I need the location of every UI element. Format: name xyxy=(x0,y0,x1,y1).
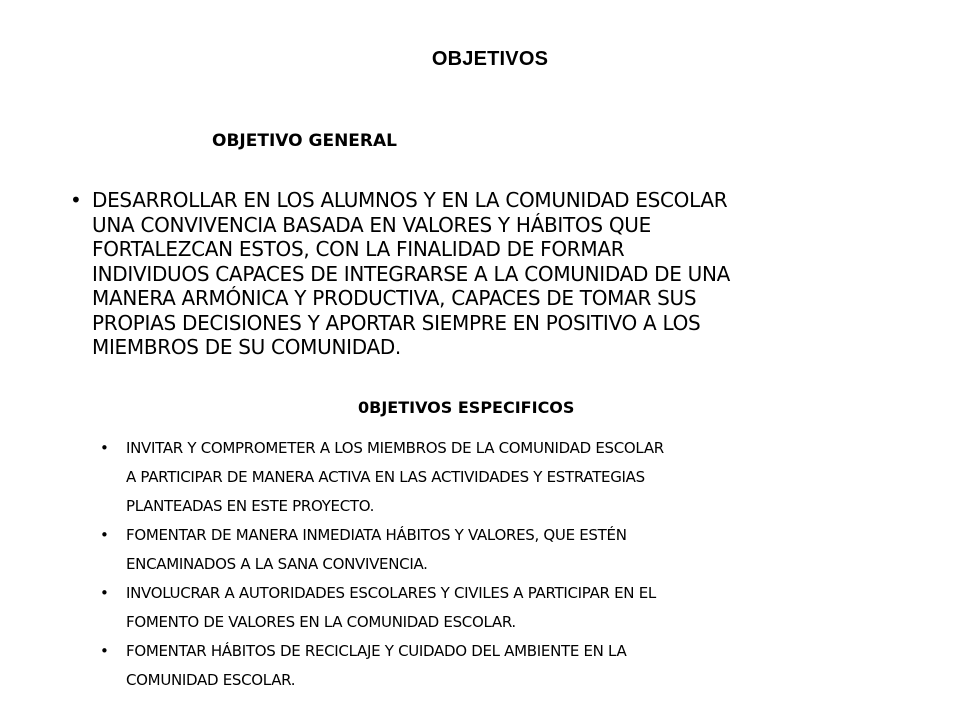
specific-line: FOMENTAR HÁBITOS DE RECICLAJE Y CUIDADO DEL AMBIENTE EN LA xyxy=(126,642,627,660)
bullet-icon: • xyxy=(100,642,109,660)
specific-line: FOMENTO DE VALORES EN LA COMUNIDAD ESCOLAR. xyxy=(126,613,516,631)
specific-objectives-heading: 0BJETIVOS ESPECIFICOS xyxy=(358,398,575,417)
specific-line: COMUNIDAD ESCOLAR. xyxy=(126,671,296,689)
specific-objective-item xyxy=(100,521,880,579)
slide-title: OBJETIVOS xyxy=(431,48,549,70)
specific-line: ENCAMINADOS A LA SANA CONVIVENCIA. xyxy=(126,555,428,573)
general-objective-list xyxy=(70,188,890,360)
general-line: DESARROLLAR EN LOS ALUMNOS Y EN LA COMUNIDAD ESCOLAR xyxy=(92,188,728,212)
bullet-icon: • xyxy=(100,526,109,544)
bullet-icon: • xyxy=(70,188,82,212)
general-line: UNA CONVIVENCIA BASADA EN VALORES Y HÁBITOS QUE xyxy=(92,212,651,237)
specific-objective-item xyxy=(100,637,880,695)
specific-line: FOMENTAR DE MANERA INMEDIATA HÁBITOS Y VALORES, QUE ESTÉN xyxy=(126,526,627,544)
specific-objectives-list xyxy=(100,434,880,695)
bullet-icon: • xyxy=(100,584,109,602)
general-objective-heading: OBJETIVO GENERAL xyxy=(212,131,397,151)
specific-line: PLANTEADAS EN ESTE PROYECTO. xyxy=(126,497,375,515)
specific-line: INVITAR Y COMPROMETER A LOS MIEMBROS DE LA COMUNIDAD ESCOLAR xyxy=(126,439,664,457)
bullet-icon: • xyxy=(100,439,109,457)
specific-objective-item xyxy=(100,434,880,521)
specific-line: INVOLUCRAR A AUTORIDADES ESCOLARES Y CIVILES A PARTICIPAR EN EL xyxy=(126,584,656,602)
general-objective-item xyxy=(70,188,890,360)
general-line: MANERA ARMÓNICA Y PRODUCTIVA, CAPACES DE TOMAR SUS xyxy=(92,286,697,310)
general-line: FORTALEZCAN ESTOS, CON LA FINALIDAD DE FORMAR xyxy=(92,237,625,261)
specific-objective-item xyxy=(100,579,880,637)
general-line: MIEMBROS DE SU COMUNIDAD. xyxy=(92,335,401,359)
general-line: INDIVIDUOS CAPACES DE INTEGRARSE A LA COMUNIDAD DE UNA xyxy=(92,261,731,286)
specific-line: A PARTICIPAR DE MANERA ACTIVA EN LAS ACTIVIDADES Y ESTRATEGIAS xyxy=(126,468,645,486)
general-line: PROPIAS DECISIONES Y APORTAR SIEMPRE EN POSITIVO A LOS xyxy=(92,310,701,335)
